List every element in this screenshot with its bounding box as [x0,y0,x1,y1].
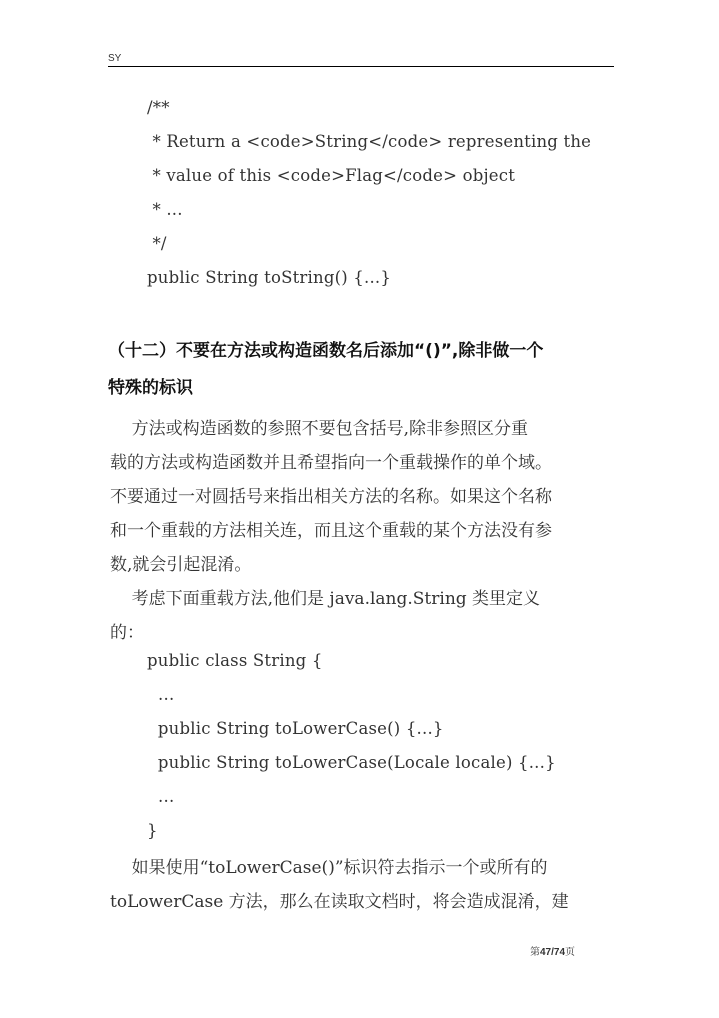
page-number-suffix: 页 [565,947,576,958]
code-line: public String toLowerCase(Locale locale) {...} [147,753,556,772]
code-line: * ... [147,200,183,219]
paragraph-line: 如果使用“toLowerCase()”标识符去指示一个或所有的 [110,858,548,878]
header-rule [108,66,614,67]
code-line: public String toString() {...} [147,268,392,287]
code-line: } [147,821,158,840]
code-line: public String toLowerCase() {...} [147,719,444,738]
code-line: * value of this <code>Flag</code> object [147,166,516,185]
code-line: public class String { [147,651,323,670]
paragraph-line: 方法或构造函数的参照不要包含括号,除非参照区分重 [110,419,529,439]
paragraph-line: 考虑下面重载方法,他们是 java.lang.String 类里定义 [110,589,541,609]
code-line: /** [147,98,170,117]
paragraph-line: 和一个重载的方法相关连，而且这个重载的某个方法没有参 [110,521,552,541]
page-number-value: 47/74 [540,947,566,958]
paragraph-line: 载的方法或构造函数并且希望指向一个重载操作的单个域。 [110,453,552,473]
header-label: SY [108,53,122,64]
code-line: */ [147,234,167,253]
section-heading: 特殊的标识 [108,378,193,398]
page-number-prefix: 第 [530,947,540,958]
code-line: … [147,685,175,704]
paragraph-line: 的： [110,623,144,643]
paragraph-line: 不要通过一对圆括号来指出相关方法的名称。如果这个名称 [110,487,552,507]
page-number [530,943,575,958]
paragraph-line: toLowerCase 方法，那么在读取文档时，将会造成混淆，建 [110,892,569,912]
section-heading: （十二）不要在方法或构造函数名后添加“()”,除非做一个 [108,341,544,361]
paragraph-line: 数,就会引起混淆。 [110,555,252,575]
code-line: * Return a <code>String</code> representing the [147,132,592,151]
code-line: … [147,787,175,806]
